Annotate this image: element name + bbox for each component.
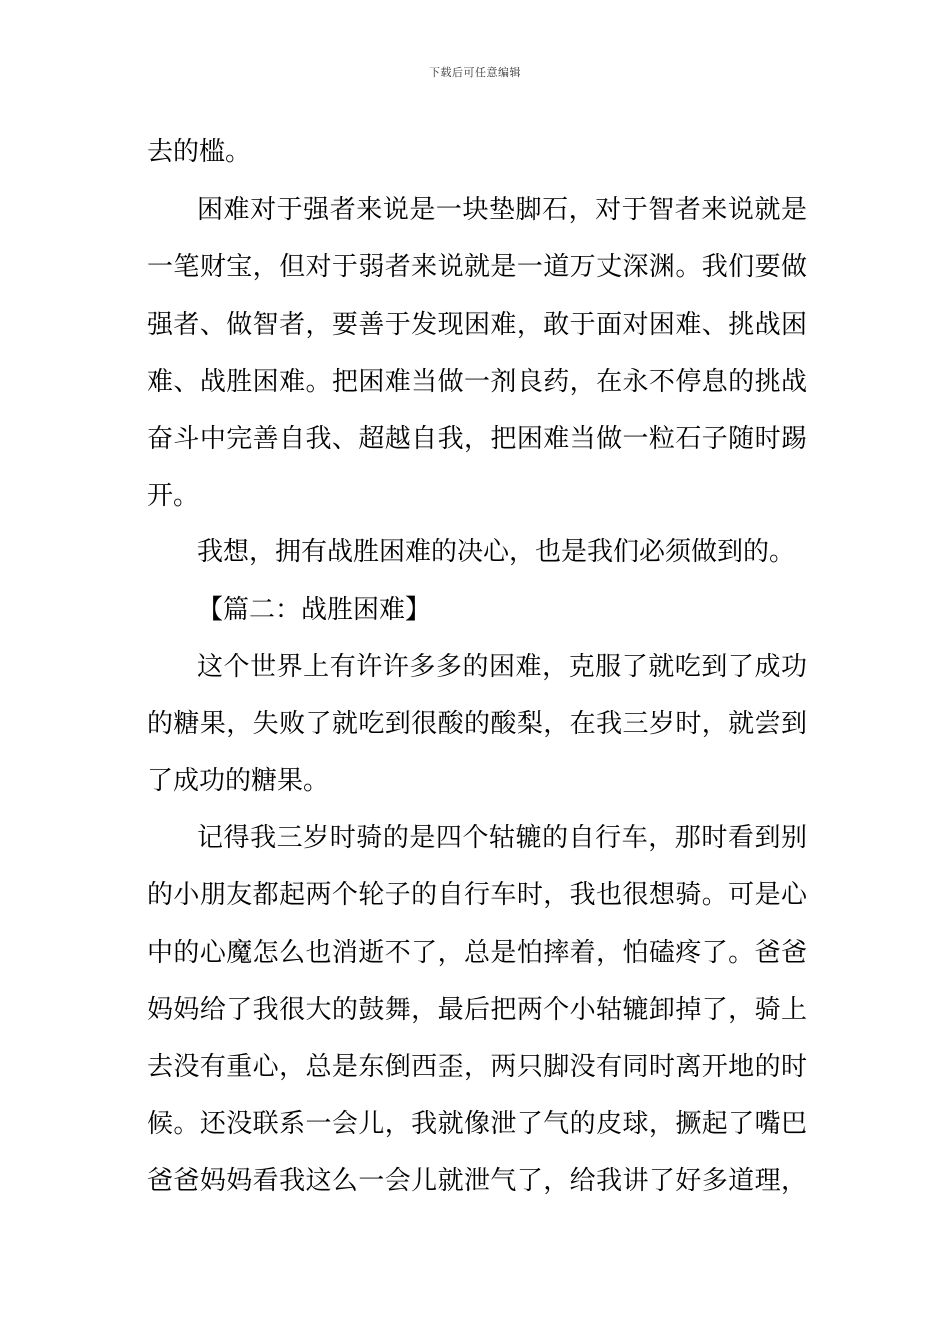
- text-line: 记得我三岁时骑的是四个轱辘的自行车，那时看到别: [197, 823, 807, 853]
- text-line: 的小朋友都起两个轮子的自行车时，我也很想骑。可是心: [147, 880, 807, 910]
- text-line: 一笔财宝，但对于弱者来说就是一道万丈深渊。我们要做: [147, 252, 807, 282]
- text-line: 去的槛。: [147, 137, 252, 167]
- text-line: 妈妈给了我很大的鼓舞，最后把两个小轱辘卸掉了，骑上: [147, 995, 807, 1025]
- section-heading: 【篇二：战胜困难】: [197, 595, 432, 625]
- text-line: 强者、做智者，要善于发现困难，敢于面对困难、挑战困: [147, 310, 807, 340]
- text-line: 爸爸妈妈看我这么一会儿就泄气了，给我讲了好多道理，: [147, 1166, 807, 1196]
- text-line: 我想，拥有战胜困难的决心，也是我们必须做到的。: [197, 537, 796, 567]
- text-line: 难、战胜困难。把困难当做一剂良药，在永不停息的挑战: [147, 367, 807, 397]
- text-line: 奋斗中完善自我、超越自我，把困难当做一粒石子随时踢: [147, 424, 807, 454]
- text-line: 了成功的糖果。: [147, 766, 330, 796]
- text-line: 候。还没联系一会儿，我就像泄了气的皮球，撅起了嘴巴: [147, 1109, 807, 1139]
- text-line: 困难对于强者来说是一块垫脚石，对于智者来说就是: [197, 195, 807, 225]
- page-header: 下载后可任意编辑: [429, 66, 521, 79]
- text-line: 去没有重心，总是东倒西歪，两只脚没有同时离开地的时: [147, 1052, 807, 1082]
- text-line: 这个世界上有许许多多的困难，克服了就吃到了成功: [197, 652, 807, 682]
- text-line: 中的心魔怎么也消逝不了，总是怕摔着，怕磕疼了。爸爸: [147, 938, 807, 968]
- text-line: 的糖果，失败了就吃到很酸的酸梨，在我三岁时，就尝到: [147, 709, 807, 739]
- text-line: 开。: [147, 481, 200, 511]
